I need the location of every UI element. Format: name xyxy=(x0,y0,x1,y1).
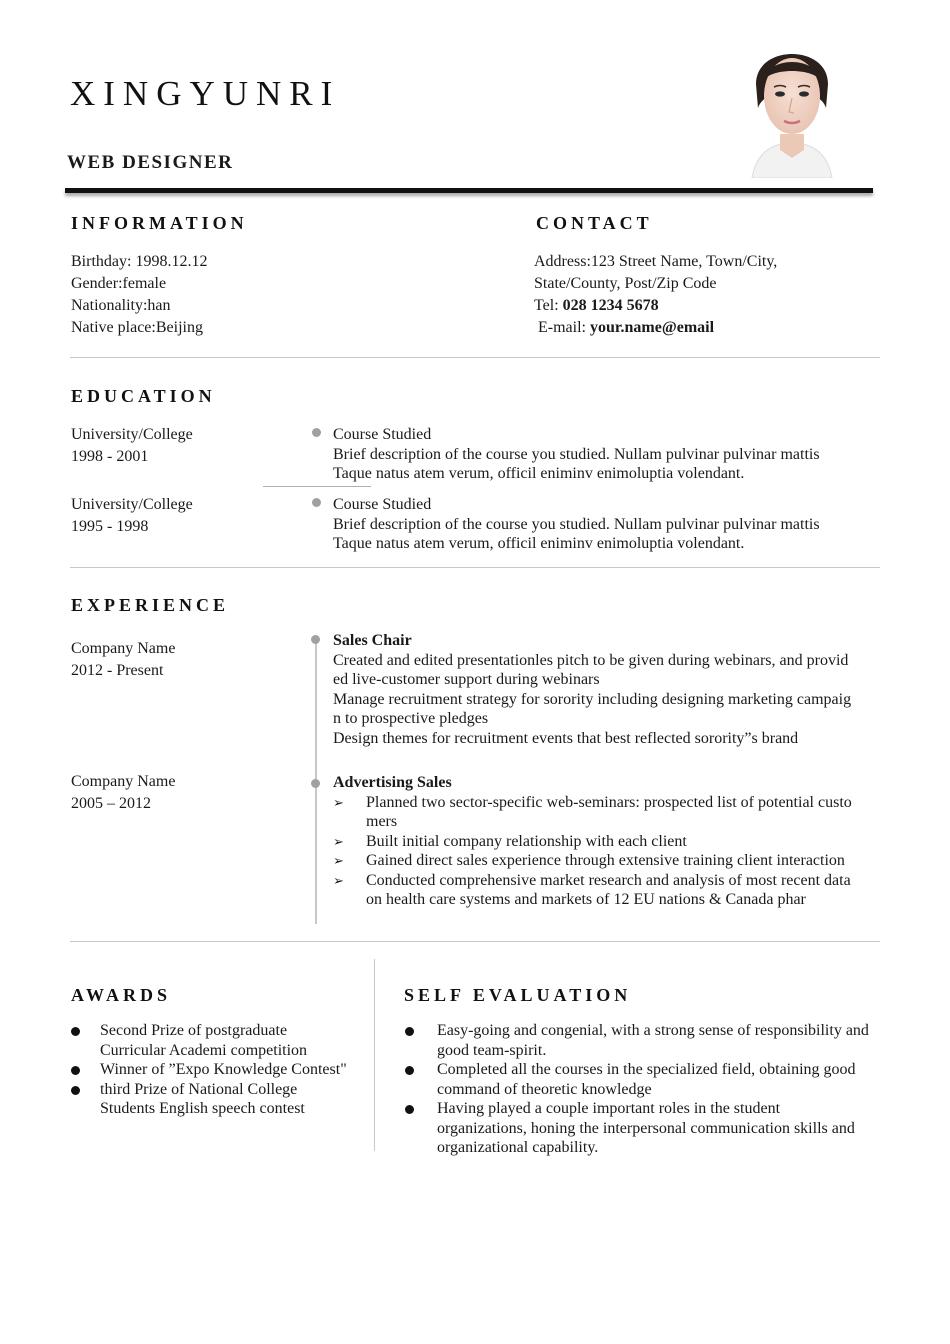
experience-entry-1-detail xyxy=(333,631,851,748)
round-bullet-icon xyxy=(71,1066,80,1075)
arrow-bullet-icon: ➢ xyxy=(333,853,344,868)
years: 2012 - Present xyxy=(71,662,164,679)
round-bullet-icon xyxy=(405,1027,414,1036)
self-evaluation-heading: SELF EVALUATION xyxy=(404,985,632,1005)
school: University/College xyxy=(71,496,193,513)
company: Company Name xyxy=(71,640,176,657)
arrow-bullet-icon: ➢ xyxy=(333,833,344,849)
education-entry-2-meta xyxy=(71,494,193,538)
email xyxy=(534,317,777,339)
company: Company Name xyxy=(71,773,176,790)
award-item xyxy=(70,1021,365,1060)
profile-photo xyxy=(722,26,862,178)
education-entry-1-detail xyxy=(333,425,820,484)
round-bullet-icon xyxy=(405,1105,414,1114)
experience-entry-1-meta xyxy=(71,638,175,682)
award-item xyxy=(70,1080,365,1119)
experience-entry-2-detail xyxy=(333,773,883,910)
native-place: Native place:Beijing xyxy=(71,319,203,336)
course-desc: Brief description of the course you studied. Nullam pulvinar pulvinar mattis xyxy=(333,445,820,463)
duty-line: Conducted comprehensive market research and analysis of most recent data xyxy=(366,871,851,889)
experience-entry-2-meta xyxy=(71,771,175,815)
job-role: Advertising Sales xyxy=(333,774,452,791)
course-desc: Taque natus atem verum, officil eniminv enimoluptia volendant. xyxy=(333,535,745,552)
duty-item xyxy=(333,832,883,852)
evaluation-line: organizational capability. xyxy=(437,1139,599,1156)
duty-item xyxy=(333,851,883,871)
contact-list xyxy=(534,251,777,339)
evaluation-item xyxy=(404,1060,899,1099)
round-bullet-icon xyxy=(71,1086,80,1095)
candidate-name: XINGYUNRI xyxy=(70,74,341,113)
tel-value: 028 1234 5678 xyxy=(562,297,659,314)
duty-line: mers xyxy=(366,813,398,830)
duty-item xyxy=(333,871,883,910)
self-evaluation-list xyxy=(404,1021,899,1158)
duty-line: n to prospective pledges xyxy=(333,710,489,727)
timeline-dot-icon xyxy=(311,779,320,788)
education-entry-1-meta xyxy=(71,424,193,468)
column-divider xyxy=(374,959,375,1151)
education-heading: EDUCATION xyxy=(71,386,216,406)
evaluation-line: Having played a couple important roles in the student xyxy=(437,1100,781,1117)
evaluation-line: command of theoretic knowledge xyxy=(437,1080,652,1098)
entry-separator xyxy=(263,486,371,487)
address-line-2: State/County, Post/Zip Code xyxy=(534,275,717,292)
divider xyxy=(70,567,880,568)
round-bullet-icon xyxy=(405,1066,414,1075)
evaluation-line: Completed all the courses in the specialized field, obtaining good xyxy=(437,1061,856,1078)
evaluation-item xyxy=(404,1099,899,1158)
divider xyxy=(70,357,880,358)
duty-line: Design themes for recruitment events that best reflected sorority”s brand xyxy=(333,729,799,747)
nationality: Nationality:han xyxy=(71,297,171,314)
course-desc: Taque natus atem verum, officil eniminv enimoluptia volendant. xyxy=(333,465,745,482)
awards-list xyxy=(70,1021,365,1119)
award-line: Second Prize of postgraduate xyxy=(100,1022,288,1039)
school: University/College xyxy=(71,426,193,443)
award-item xyxy=(70,1060,365,1080)
gender: Gender:female xyxy=(71,275,167,292)
duty-line: on health care systems and markets of 12 EU nations & Canada phar xyxy=(366,891,806,908)
award-line: Winner of ”Expo Knowledge Contest" xyxy=(100,1061,347,1078)
awards-heading: AWARDS xyxy=(71,985,172,1005)
education-entry-2-detail xyxy=(333,495,820,554)
evaluation-line: organizations, honing the interpersonal communication skills and xyxy=(437,1119,855,1137)
information-heading: INFORMATION xyxy=(71,213,248,233)
information-list xyxy=(71,251,207,339)
email-label: E-mail: xyxy=(538,319,590,336)
course: Course Studied xyxy=(333,496,432,513)
duty-line: Planned two sector-specific web-seminars: prospected list of potential custo xyxy=(366,793,852,811)
duty-line: Manage recruitment strategy for sorority including designing marketing campaig xyxy=(333,690,852,708)
years: 2005 – 2012 xyxy=(71,795,151,812)
duty-line: ed live-customer support during webinars xyxy=(333,671,600,688)
duty-line: Created and edited presentationles pitch to be given during webinars, and provid xyxy=(333,651,849,669)
tel-label: Tel: xyxy=(534,297,563,314)
telephone xyxy=(534,295,777,317)
job-role: Sales Chair xyxy=(333,632,412,649)
duty-line: Gained direct sales experience through extensive training client interaction xyxy=(366,852,845,869)
timeline-dot-icon xyxy=(312,498,321,507)
evaluation-line: good team-spirit. xyxy=(437,1041,547,1059)
course-desc: Brief description of the course you studied. Nullam pulvinar pulvinar mattis xyxy=(333,515,820,533)
round-bullet-icon xyxy=(71,1027,80,1036)
contact-heading: CONTACT xyxy=(536,213,653,233)
birthday: Birthday: 1998.12.12 xyxy=(71,253,208,270)
timeline-dot-icon xyxy=(312,428,321,437)
arrow-bullet-icon: ➢ xyxy=(333,872,344,888)
years: 1998 - 2001 xyxy=(71,448,149,465)
award-line: third Prize of National College xyxy=(100,1080,298,1098)
evaluation-line: Easy-going and congenial, with a strong sense of responsibility and xyxy=(437,1022,869,1039)
experience-heading: EXPERIENCE xyxy=(71,595,230,615)
header-divider xyxy=(65,188,873,193)
years: 1995 - 1998 xyxy=(71,518,149,535)
duty-item xyxy=(333,793,883,832)
address-line-1: Address:123 Street Name, Town/City, xyxy=(534,253,778,270)
job-title: WEB DESIGNER xyxy=(67,152,234,173)
award-line: Students English speech contest xyxy=(100,1100,305,1117)
duty-line: Built initial company relationship with each client xyxy=(366,832,687,850)
timeline-dot-icon xyxy=(311,635,320,644)
award-line: Curricular Academi competition xyxy=(100,1041,308,1059)
divider xyxy=(70,941,880,942)
course: Course Studied xyxy=(333,426,432,443)
email-value: your.name@email xyxy=(589,319,715,336)
arrow-bullet-icon: ➢ xyxy=(333,794,344,810)
evaluation-item xyxy=(404,1021,899,1060)
